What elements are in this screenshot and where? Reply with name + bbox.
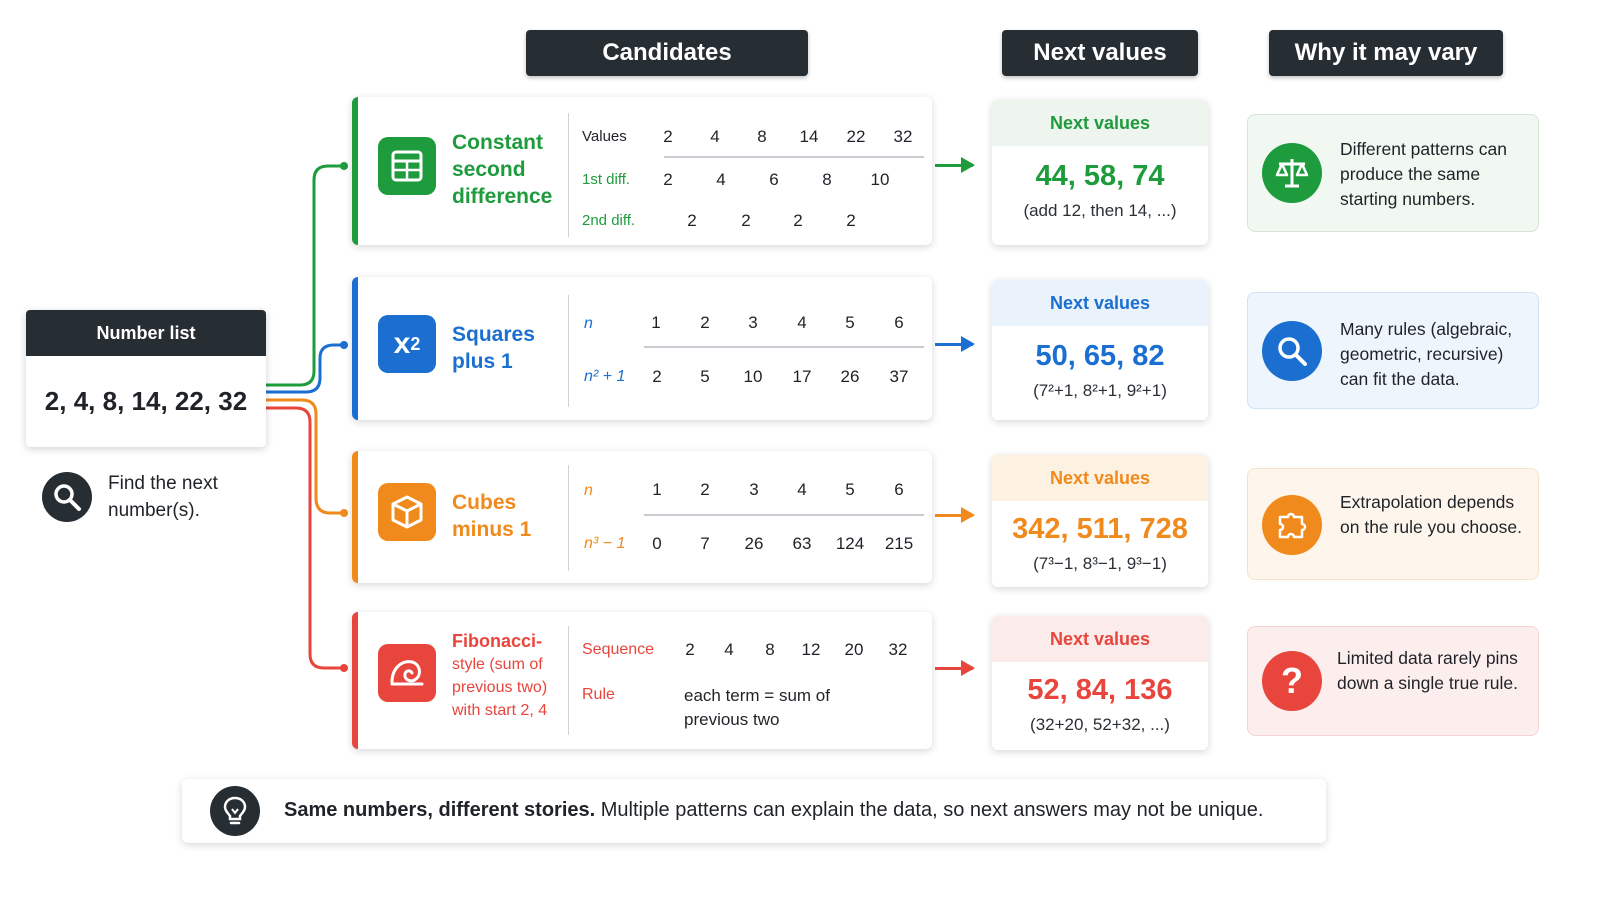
result-cell: 63 xyxy=(792,534,812,553)
diff-cell: 8 xyxy=(822,170,832,189)
candidate-card-cubes xyxy=(352,451,932,583)
result-cell: 7 xyxy=(700,534,710,553)
row-label-values: Values xyxy=(582,128,627,145)
question-icon: ? xyxy=(1262,651,1322,711)
candidate-title: Cubes minus 1 xyxy=(452,491,532,541)
diff2-cell: 2 xyxy=(687,211,697,230)
next-values-header: Next values xyxy=(1002,30,1198,76)
next-values-card-fibonacci xyxy=(992,616,1208,750)
arrow-right-icon xyxy=(935,343,973,346)
next-values-note: (7²+1, 8²+1, 9²+1) xyxy=(1033,381,1167,400)
why-card-limited-data xyxy=(1247,626,1539,736)
next-values-value: 50, 65, 82 xyxy=(1035,340,1165,372)
next-values-header: Next values xyxy=(992,616,1208,662)
candidate-title xyxy=(452,630,564,722)
number-list-title: Number list xyxy=(26,310,266,356)
search-icon xyxy=(1262,321,1322,381)
next-values-header: Next values xyxy=(992,455,1208,501)
icon-glyph-sup: 2 xyxy=(410,333,421,354)
find-next-hint xyxy=(42,470,258,524)
puzzle-icon xyxy=(1262,495,1322,555)
next-values-card-squares xyxy=(992,280,1208,420)
divider xyxy=(568,113,569,237)
n-cell: 3 xyxy=(748,313,758,332)
scale-icon xyxy=(1262,143,1322,203)
title-line: Fibonacci- xyxy=(452,631,543,651)
why-header: Why it may vary xyxy=(1269,30,1503,76)
why-card-rules xyxy=(1247,292,1539,409)
sequence-cell: 32 xyxy=(888,640,908,659)
row-separator xyxy=(644,514,924,516)
result-cell: 124 xyxy=(835,534,865,553)
result-cell: 26 xyxy=(840,367,860,386)
why-text: Limited data rarely pins down a single true rule. xyxy=(1337,648,1518,693)
value-cell: 32 xyxy=(893,127,913,146)
search-icon xyxy=(42,472,92,522)
row-label-n: n xyxy=(584,315,593,332)
sequence-cell: 12 xyxy=(801,640,821,659)
table-icon xyxy=(378,137,436,195)
sequence-cell: 8 xyxy=(765,640,775,659)
candidate-card-second-difference xyxy=(352,97,932,245)
result-cell: 2 xyxy=(652,367,662,386)
next-values-note: (7³−1, 8³−1, 9³−1) xyxy=(1033,554,1167,573)
diff2-cell: 2 xyxy=(741,211,751,230)
summary-message xyxy=(284,799,1263,822)
result-cell: 17 xyxy=(792,367,812,386)
divider xyxy=(568,626,569,735)
next-values-card-cubes xyxy=(992,455,1208,587)
sequence-cell: 20 xyxy=(844,640,864,659)
icon-glyph: x xyxy=(393,327,411,360)
diff2-cell: 2 xyxy=(846,211,856,230)
next-values-header: Next values xyxy=(992,280,1208,326)
row-label-second-diff: 2nd diff. xyxy=(582,212,636,229)
next-values-value: 44, 58, 74 xyxy=(1035,160,1165,192)
candidate-title: Squares plus 1 xyxy=(452,323,535,373)
n-cell: 4 xyxy=(797,313,807,332)
result-cell: 10 xyxy=(743,367,763,386)
next-values-card-second-difference xyxy=(992,100,1208,245)
result-cell: 215 xyxy=(884,534,914,553)
summary-bold: Same numbers, different stories. xyxy=(284,799,596,821)
row-label-n: n xyxy=(584,482,593,499)
value-cell: 22 xyxy=(846,127,866,146)
candidate-card-fibonacci xyxy=(352,612,932,749)
title-line: previous two) xyxy=(452,679,548,696)
sequence-cell: 4 xyxy=(724,640,734,659)
divider xyxy=(568,465,569,571)
n-cell: 6 xyxy=(894,313,904,332)
next-values-header: Next values xyxy=(992,100,1208,146)
arrow-right-icon xyxy=(935,667,973,670)
n-cell: 2 xyxy=(700,313,710,332)
why-text: Many rules (algebraic, geometric, recursive) can fit the data. xyxy=(1340,319,1513,389)
result-cell: 0 xyxy=(652,534,662,553)
value-cell: 2 xyxy=(663,127,673,146)
result-cell: 37 xyxy=(889,367,909,386)
row-label-rule: Rule xyxy=(582,686,615,703)
spiral-icon xyxy=(378,644,436,702)
row-label-formula: n³ − 1 xyxy=(584,535,626,552)
why-text: Different patterns can produce the same starting numbers. xyxy=(1340,139,1507,209)
next-values-note: (add 12, then 14, ...) xyxy=(1023,201,1177,220)
cube-icon xyxy=(378,483,436,541)
next-values-value: 52, 84, 136 xyxy=(1027,674,1173,706)
row-label-sequence: Sequence xyxy=(582,641,655,658)
diff-cell: 2 xyxy=(663,170,673,189)
candidate-title: Constant second difference xyxy=(452,131,553,208)
value-cell: 4 xyxy=(710,127,720,146)
diff2-cell: 2 xyxy=(793,211,803,230)
divider xyxy=(568,295,569,407)
rule-text: each term = sum of previous two xyxy=(684,686,830,729)
find-next-text: Find the next number(s). xyxy=(108,473,218,521)
diff-cell: 6 xyxy=(769,170,779,189)
candidates-header: Candidates xyxy=(526,30,808,76)
n-cell: 5 xyxy=(845,313,855,332)
n-cell: 6 xyxy=(894,480,904,499)
n-cell: 4 xyxy=(797,480,807,499)
arrow-right-icon xyxy=(935,164,973,167)
number-list-values: 2, 4, 8, 14, 22, 32 xyxy=(44,386,248,416)
n-cell: 3 xyxy=(749,480,759,499)
n-cell: 1 xyxy=(652,480,662,499)
diff-cell: 10 xyxy=(870,170,890,189)
summary-banner xyxy=(182,779,1326,843)
title-line: with start 2, 4 xyxy=(452,702,548,719)
candidate-card-squares xyxy=(352,277,932,420)
title-line: style (sum of xyxy=(452,656,543,673)
why-card-patterns xyxy=(1247,114,1539,232)
n-cell: 1 xyxy=(651,313,661,332)
row-label-first-diff: 1st diff. xyxy=(582,171,631,188)
diff-cell: 4 xyxy=(716,170,726,189)
result-cell: 5 xyxy=(700,367,710,386)
row-label-formula: n² + 1 xyxy=(584,368,626,385)
next-values-note: (32+20, 52+32, ...) xyxy=(1030,715,1170,734)
sequence-cell: 2 xyxy=(685,640,695,659)
why-card-extrapolation xyxy=(1247,468,1539,580)
arrow-right-icon xyxy=(935,514,973,517)
lightbulb-icon xyxy=(210,786,260,836)
row-separator xyxy=(664,156,924,158)
n-cell: 5 xyxy=(845,480,855,499)
next-values-value: 342, 511, 728 xyxy=(1012,513,1188,545)
result-cell: 26 xyxy=(744,534,764,553)
value-cell: 8 xyxy=(757,127,767,146)
why-text: Extrapolation depends on the rule you choose. xyxy=(1340,492,1522,537)
n-cell: 2 xyxy=(700,480,710,499)
x-squared-icon xyxy=(378,315,436,373)
number-list-card xyxy=(26,310,266,447)
row-separator xyxy=(644,346,924,348)
summary-rest: Multiple patterns can explain the data, so next answers may not be unique. xyxy=(595,799,1264,821)
value-cell: 14 xyxy=(799,127,819,146)
